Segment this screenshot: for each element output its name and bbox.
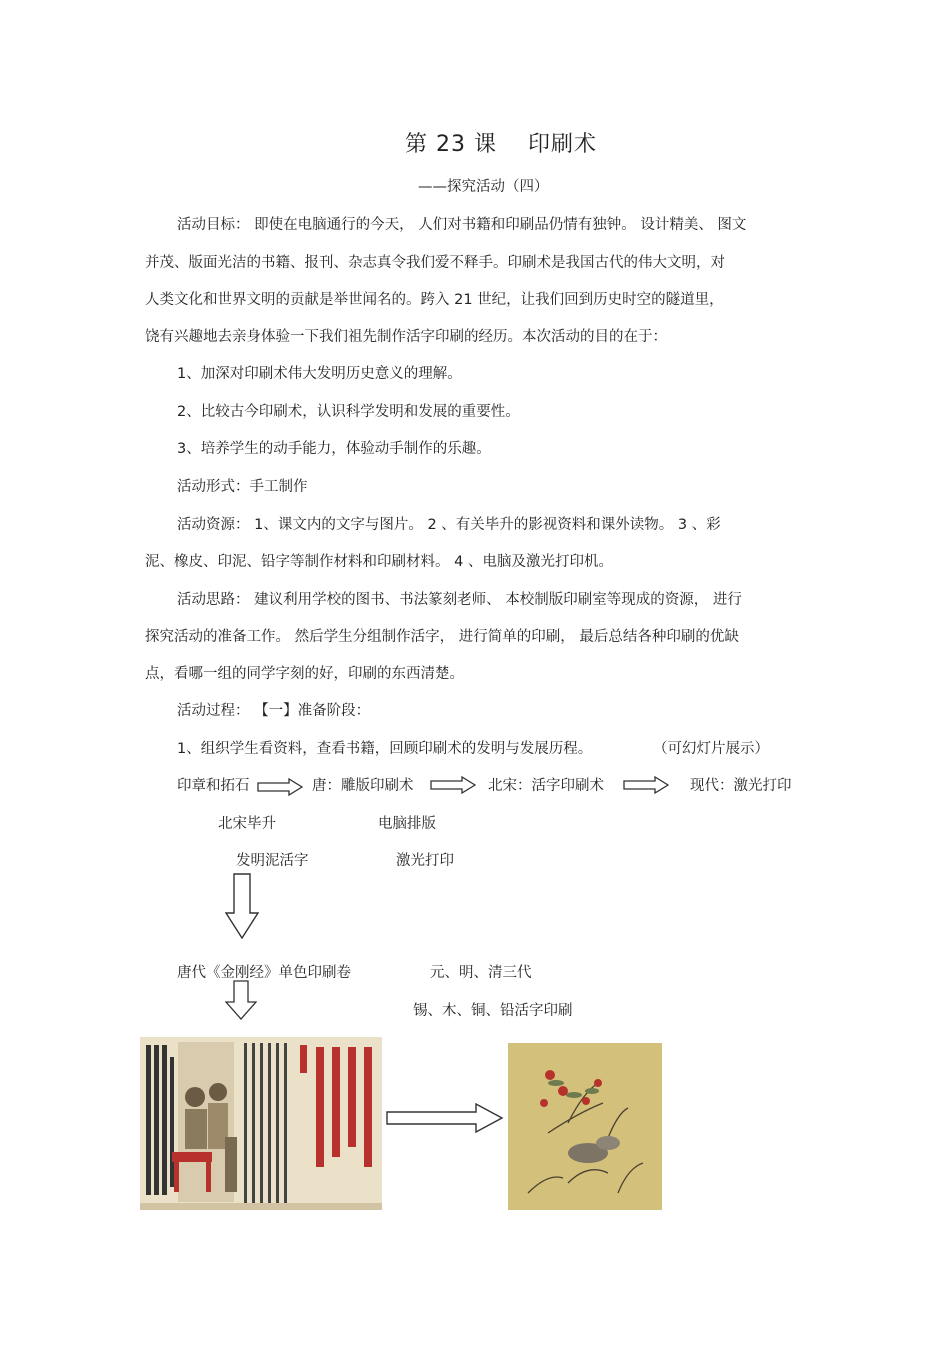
metal-type-printing: 锡、木、铜、铅活字印刷 [413, 1003, 573, 1019]
aim-item-2: 2、比较古今印刷术，认识科学发明和发展的重要性。 [177, 404, 520, 420]
three-dynasties: 元、明、清三代 [430, 965, 532, 981]
activity-form: 活动形式：手工制作 [177, 479, 308, 495]
page-subtitle: ——探究活动（四） [418, 179, 549, 195]
right-arrow-icon [386, 1103, 504, 1133]
right-arrow-icon [257, 778, 303, 796]
step-1-note: （可幻灯片展示） [653, 741, 769, 757]
flow-sub-computer: 电脑排版 [378, 816, 436, 832]
down-arrow-icon [225, 873, 259, 939]
flow-stage-movable-type: 北宋：活字印刷术 [488, 778, 604, 794]
page-title: 第 23 课 印刷术 [405, 132, 597, 157]
goal-line-1: 活动目标： 即使在电脑通行的今天， 人们对书籍和印刷品仍情有独钟。 设计精美、 图文 [177, 217, 747, 233]
idea-line-2: 探究活动的准备工作。 然后学生分组制作活字， 进行简单的印刷， 最后总结各种印刷的优缺 [145, 629, 739, 645]
flow-stage-seal: 印章和拓石 [177, 778, 250, 794]
goal-line-3: 人类文化和世界文明的贡献是举世闻名的。跨入 21 世纪，让我们回到历史时空的隧道里， [145, 292, 724, 308]
flow-stage-woodblock: 唐：雕版印刷术 [312, 778, 414, 794]
diamond-sutra-image [140, 1037, 382, 1210]
flow-stage-laser: 现代：激光打印 [690, 778, 792, 794]
process-heading: 活动过程： 【一】准备阶段： [177, 703, 371, 719]
goal-line-2: 并茂、版面光洁的书籍、报刊、杂志真令我们爱不释手。印刷术是我国古代的伟大文明，对 [145, 255, 725, 271]
aim-item-1: 1、加深对印刷术伟大发明历史意义的理解。 [177, 366, 462, 382]
tang-diamond-sutra: 唐代《金刚经》单色印刷卷 [177, 965, 351, 981]
resources-line-2: 泥、橡皮、印泥、铅字等制作材料和印刷材料。 4 、电脑及激光打印机。 [145, 554, 613, 570]
idea-line-1: 活动思路： 建议利用学校的图书、书法篆刻老师、 本校制版印刷室等现成的资源， 进行 [177, 592, 742, 608]
flow-sub-bisheng: 北宋毕升 [218, 816, 276, 832]
flow-sub-clay-type: 发明泥活字 [236, 853, 309, 869]
flow-sub-laser-print: 激光打印 [396, 853, 454, 869]
right-arrow-icon [430, 776, 476, 794]
step-1: 1、组织学生看资料，查看书籍，回顾印刷术的发明与发展历程。 [177, 741, 593, 757]
right-arrow-icon [623, 776, 669, 794]
idea-line-3: 点，看哪一组的同学字刻的好，印刷的东西清楚。 [145, 666, 464, 682]
goal-line-4: 饶有兴趣地去亲身体验一下我们祖先制作活字印刷的经历。本次活动的目的在于： [145, 329, 667, 345]
resources-line-1: 活动资源： 1、课文内的文字与图片。 2 、有关毕升的影视资料和课外读物。 3 、彩 [177, 517, 721, 533]
aim-item-3: 3、培养学生的动手能力，体验动手制作的乐趣。 [177, 441, 491, 457]
flower-painting-image [508, 1043, 662, 1210]
down-arrow-icon [225, 980, 257, 1020]
